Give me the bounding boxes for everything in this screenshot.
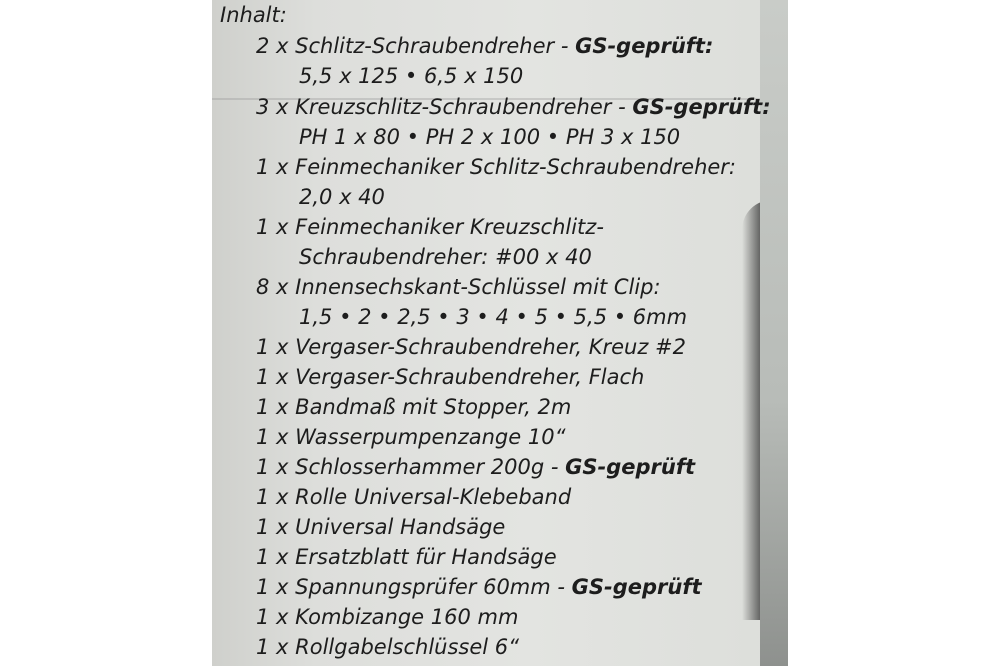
list-item xyxy=(256,422,565,452)
list-item xyxy=(256,392,571,422)
item-detail: 5,5 x 125 • 6,5 x 150 xyxy=(299,64,524,88)
item-text: Feinmechaniker Kreuzschlitz- xyxy=(295,215,604,239)
item-text: Vergaser-Schraubendreher, Kreuz #2 xyxy=(295,335,686,359)
item-detail: Schraubendreher: #00 x 40 xyxy=(299,245,592,269)
item-text: Kombizange 160 mm xyxy=(295,605,519,629)
item-quantity: 1 x xyxy=(256,635,289,659)
item-quantity: 1 x xyxy=(256,605,289,629)
gs-badge-text: GS-geprüft xyxy=(571,575,702,599)
item-text: Rollgabelschlüssel 6“ xyxy=(295,635,520,659)
item-quantity: 1 x xyxy=(256,425,289,449)
item-quantity: 1 x xyxy=(256,155,289,179)
item-quantity: 3 x xyxy=(256,95,289,119)
item-text: Rolle Universal-Klebeband xyxy=(295,485,572,509)
list-item xyxy=(256,512,505,542)
item-quantity: 1 x xyxy=(256,395,289,419)
item-text: Schlosserhammer 200g - xyxy=(295,455,566,479)
list-item xyxy=(256,152,736,182)
list-item xyxy=(256,272,661,302)
item-text: Schlitz-Schraubendreher - xyxy=(295,34,576,58)
contents-heading: Inhalt: xyxy=(220,3,287,27)
list-item xyxy=(256,482,571,512)
item-text: Spannungsprüfer 60mm - xyxy=(295,575,572,599)
list-item xyxy=(256,452,695,482)
gs-badge-text: GS-geprüft xyxy=(565,455,695,479)
list-item xyxy=(256,92,771,122)
list-item xyxy=(256,542,557,572)
item-text: Feinmechaniker Schlitz-Schraubendreher: xyxy=(295,155,737,179)
item-text: Universal Handsäge xyxy=(295,515,506,539)
item-quantity: 1 x xyxy=(256,545,289,569)
item-quantity: 1 x xyxy=(256,215,289,239)
item-quantity: 2 x xyxy=(256,34,289,58)
item-text: Innensechskant-Schlüssel mit Clip: xyxy=(295,275,661,299)
gs-badge-text: GS-geprüft: xyxy=(575,34,714,58)
item-text: Wasserpumpenzange 10“ xyxy=(295,425,566,449)
item-quantity: 1 x xyxy=(256,335,289,359)
item-quantity: 1 x xyxy=(256,485,289,509)
item-detail: PH 1 x 80 • PH 2 x 100 • PH 3 x 150 xyxy=(299,125,681,149)
item-text: Kreuzschlitz-Schraubendreher - xyxy=(295,95,633,119)
item-quantity: 8 x xyxy=(256,275,289,299)
item-detail: 1,5 • 2 • 2,5 • 3 • 4 • 5 • 5,5 • 6mm xyxy=(299,305,688,329)
list-item xyxy=(256,332,686,362)
item-quantity: 1 x xyxy=(256,515,289,539)
gs-badge-text: GS-geprüft: xyxy=(632,95,771,119)
item-text: Vergaser-Schraubendreher, Flach xyxy=(295,365,645,389)
item-quantity: 1 x xyxy=(256,365,289,389)
packaging-photo xyxy=(212,0,788,666)
item-text: Ersatzblatt für Handsäge xyxy=(295,545,557,569)
item-text: Bandmaß mit Stopper, 2m xyxy=(295,395,572,419)
list-item xyxy=(256,572,702,602)
list-item xyxy=(256,212,604,242)
item-quantity: 1 x xyxy=(256,455,289,479)
list-item xyxy=(256,632,519,662)
list-item xyxy=(256,362,644,392)
item-quantity: 1 x xyxy=(256,575,289,599)
list-item xyxy=(256,602,518,632)
list-item xyxy=(256,31,713,61)
item-detail: 2,0 x 40 xyxy=(299,185,385,209)
